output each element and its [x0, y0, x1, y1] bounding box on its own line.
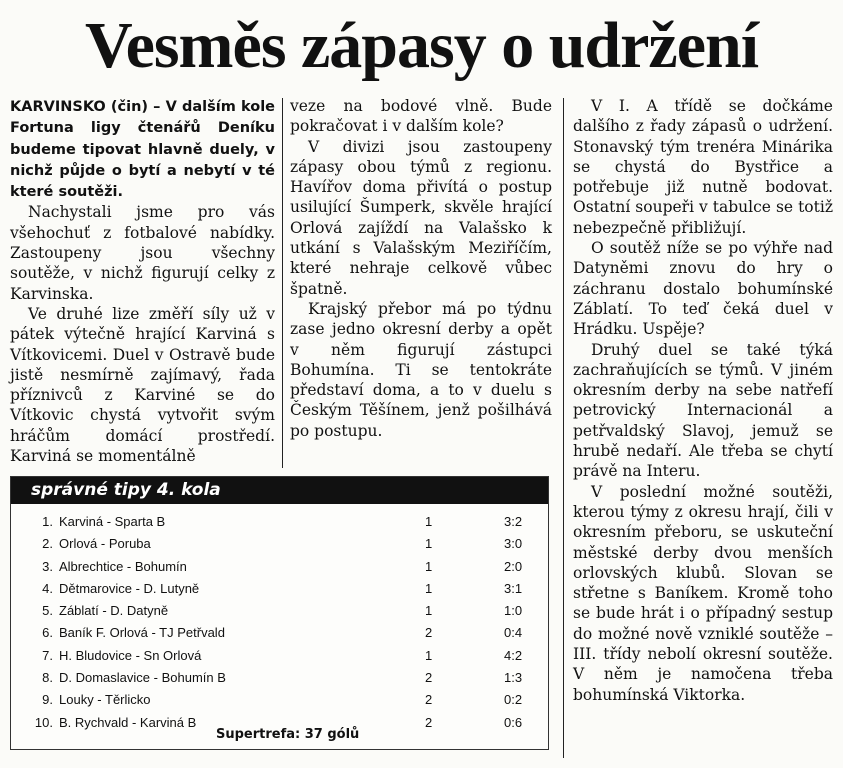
- match-name: Louky - Těrlicko: [59, 692, 151, 708]
- supertrefa-label: Supertrefa: 37 gólů: [216, 727, 360, 742]
- match-score: 3:0: [504, 536, 523, 552]
- correct-tips-box: [10, 476, 549, 750]
- match-name: Albrechtice - Bohumín: [59, 558, 187, 574]
- match-name: Dětmarovice - D. Lutyně: [59, 580, 200, 596]
- match-name: B. Rychvald - Karviná B: [59, 714, 197, 730]
- table-row: [11, 667, 548, 689]
- tip-value: 1: [425, 536, 433, 552]
- tip-value: 2: [425, 625, 433, 641]
- row-number: 3.: [42, 558, 53, 574]
- tips-table: [11, 511, 548, 734]
- tip-value: 1: [425, 603, 433, 619]
- row-number: 2.: [42, 536, 53, 552]
- match-name: Orlová - Poruba: [59, 536, 151, 552]
- article-paragraph: veze na bodové vlně. Bude pokračovat i v dalším kole?: [290, 97, 552, 136]
- tip-value: 1: [425, 647, 433, 663]
- table-row: [11, 600, 548, 622]
- table-row: [11, 622, 548, 644]
- row-number: 8.: [42, 670, 53, 686]
- tip-value: 1: [425, 580, 433, 596]
- table-row: [11, 578, 548, 600]
- match-name: D. Domaslavice - Bohumín B: [59, 670, 226, 686]
- table-row: [11, 645, 548, 667]
- tip-value: 2: [425, 714, 433, 730]
- article-column-1: [10, 96, 275, 466]
- match-name: H. Bludovice - Sn Orlová: [59, 647, 202, 663]
- tip-value: 1: [425, 514, 433, 529]
- table-row: [11, 689, 548, 711]
- headline: Vesměs zápasy o udržení: [84, 9, 759, 82]
- article-paragraph: V divizi jsou zastoupeny zápasy obou týmů z regionu. Havířov doma přivítá o postup usilující Šumperk, skvěle hrající Orlová zajíždí na Valašsko k utkání s Valašským Meziříčím, které nehraje celkově vůbec špatně.: [290, 137, 552, 298]
- box-title: správné tipy 4. kola: [11, 477, 548, 504]
- match-name: Karviná - Sparta B: [59, 514, 166, 529]
- column-divider: [563, 98, 564, 758]
- table-row: [11, 556, 548, 578]
- match-name: Záblatí - D. Datyně: [59, 603, 169, 619]
- tip-value: 2: [425, 692, 433, 708]
- match-score: 3:2: [504, 514, 523, 529]
- row-number: 4.: [42, 580, 53, 596]
- match-score: 0:6: [504, 714, 523, 730]
- match-score: 2:0: [504, 558, 523, 574]
- article-column-2: [290, 96, 552, 441]
- row-number: 1.: [42, 514, 53, 529]
- article-column-3: [573, 96, 833, 705]
- table-row: [11, 533, 548, 555]
- row-number: 7.: [42, 647, 53, 663]
- column-divider: [282, 98, 283, 468]
- article-paragraph: Druhý duel se také týká zachraňujících se týmů. V jiném okresním derby na sebe natřefí petrovický Internacionál a petřvaldský Slavoj, jemuž se hrubě nedaří. Ale třeba se chytí právě na Interu.: [573, 340, 833, 481]
- match-score: 1:0: [504, 603, 523, 619]
- match-score: 4:2: [504, 647, 523, 663]
- table-row: [11, 511, 548, 533]
- tip-value: 1: [425, 558, 433, 574]
- row-number: 6.: [42, 625, 53, 641]
- match-score: 1:3: [504, 670, 523, 686]
- article-paragraph: V poslední možné soutěži, kterou týmy z okresu hrají, čili v okresním přeboru, se uskuteční městské derby dvou menších orlovských klubů. Slovan se střetne s Baníkem. Kromě toho se bude hrát i o případný sestup do možné nově vzniklé soutěže – III. třídy nebolí okresní soutěže. V něm je namočena třeba bohumínská Viktorka.: [573, 482, 833, 704]
- match-name: Baník F. Orlová - TJ Petřvald: [59, 625, 225, 641]
- article-paragraph: Ve druhé lize změří síly už v pátek výtečně hrající Karviná s Vítkovicemi. Duel v Ostravě bude jistě nesmírně zajímavý, řada příznivců z Karviné se do Vítkovic chystá vytvořit svým hráčům domácí prostředí. Karviná se momentálně: [10, 304, 275, 466]
- article-paragraph: O soutěž níže se po výhře nad Datyněmi znovu do hry o záchranu dostalo bohumínské Záblatí. To teď čeká duel v Hrádku. Uspěje?: [573, 239, 833, 339]
- match-score: 3:1: [504, 580, 523, 596]
- article-paragraph: V I. A třídě se dočkáme dalšího z řady zápasů o udržení. Stonavský tým trenéra Minárika se chystá do Bystřice a potřebuje již nutně bodovat. Ostatní soupeři v tabulce se totiž nebezpečně přibližují.: [573, 97, 833, 237]
- row-number: 5.: [42, 603, 53, 619]
- row-number: 10.: [34, 714, 53, 730]
- article-paragraph: Nachystali jsme pro vás všehochuť z fotbalové nabídky. Zastoupeny jsou všechny soutěže, v nichž figurují celky z Karvinska.: [10, 203, 275, 303]
- match-score: 0:2: [504, 692, 523, 708]
- article-paragraph: Krajský přebor má po týdnu zase jedno okresní derby a opět v něm figurují zástupci Bohumína. Ti se tentokráte představí doma, a to v duelu s Českým Těšínem, jenž pošilhává po postupu.: [290, 299, 552, 440]
- match-score: 0:4: [504, 625, 523, 641]
- tip-value: 2: [425, 670, 433, 686]
- row-number: 9.: [42, 692, 53, 708]
- article-lead: KARVINSKO (čin) – V dalším kole Fortuna ligy čtenářů Deníku budeme tipovat hlavně duely, v nichž půjde o bytí a nebytí v té které soutěži.: [10, 99, 275, 201]
